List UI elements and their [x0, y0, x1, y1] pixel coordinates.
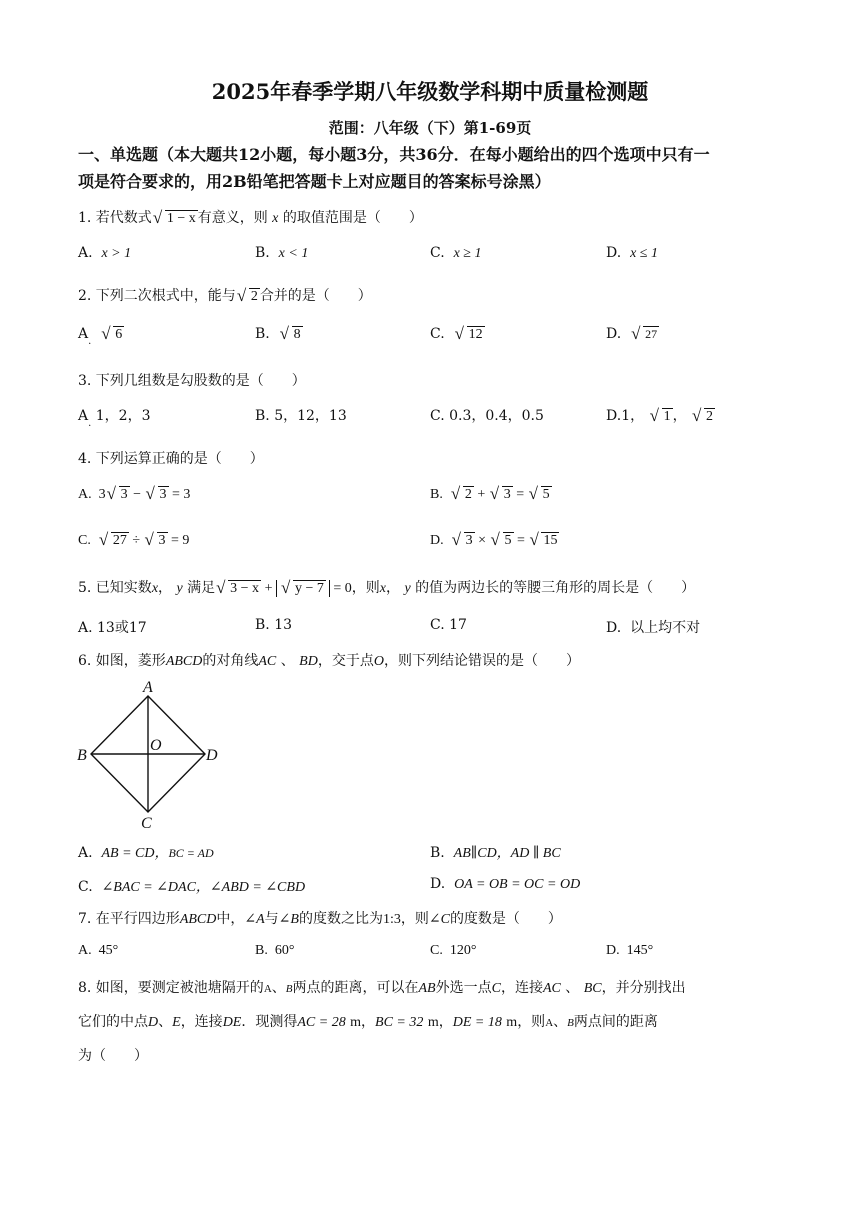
question-2-stem: 2. 下列二次根式中，能与√ 2 合并的是（ ） — [78, 285, 372, 305]
question-5-stem: 5. 已知实数x， y 满足√ 3 − x + √ y − 7 = 0，则x， y 的值为两边长的等腰三角形的周长是（ ） — [78, 577, 695, 597]
q1-option-c[interactable]: C. x ≥ 1 — [430, 245, 482, 261]
q7-option-c[interactable]: C. 120° — [430, 943, 477, 958]
q2-radical: √ 2 — [238, 289, 260, 305]
question-3-stem: 3. 下列几组数是勾股数的是（ ） — [78, 373, 306, 389]
q6-option-d[interactable]: D. OA = OB = OC = OD — [430, 876, 581, 892]
q3-option-a[interactable]: $A_.$ 1，2，3 — [78, 408, 151, 429]
q2-option-d[interactable]: D. √ 27 — [606, 326, 659, 342]
q3-option-b[interactable]: B. 5，12，13 — [255, 408, 347, 424]
q1-var: x — [272, 211, 279, 226]
section-header-line1: 一、单选题（本大题共12小题，每小题3分，共36分．在每小题给出的四个选项中只有一 — [78, 145, 710, 164]
q1-pre: 1. 若代数式 — [78, 210, 152, 226]
center-o-label: O — [150, 737, 162, 754]
q2-option-a[interactable]: $A_.$ √ 6 — [78, 326, 124, 343]
q1-post: 有意义，则 — [197, 210, 268, 226]
q5-option-d[interactable]: D. 以上均不对 — [606, 620, 701, 636]
q3-option-c[interactable]: C. 0.3，0.4，0.5 — [430, 408, 544, 424]
vertex-c-label: C — [141, 815, 152, 832]
q4-option-a[interactable]: A. 3√ 3 − √ 3 = 3 — [78, 487, 190, 503]
q5-option-a[interactable]: A. 13或17 — [78, 620, 147, 636]
q1-option-a[interactable]: A. x > 1 — [78, 245, 132, 261]
q5-option-c[interactable]: C. 17 — [430, 617, 467, 633]
question-8-line1: 8. 如图，要测定被池塘隔开的A、B两点的距离，可以在AB外选一点C，连接AC 、 BC，并分别找出 — [78, 980, 686, 996]
question-6-stem: 6. 如图，菱形ABCD的对角线AC 、 BD，交于点O，则下列结论错误的是（ ） — [78, 653, 580, 669]
q1-tail: 的取值范围是（ ） — [282, 210, 423, 226]
q6-option-c[interactable]: C. ∠BAC = ∠DAC，∠ABD = ∠CBD — [78, 879, 306, 895]
vertex-d-label: D — [206, 747, 218, 764]
q2-option-b[interactable]: B. √ 8 — [255, 326, 303, 343]
question-7-stem: 7. 在平行四边形ABCD中，∠A与∠B的度数之比为1:3，则∠C的度数是（ ） — [78, 911, 562, 927]
q6-option-b[interactable]: B. AB∥CD，AD ∥ BC — [430, 845, 561, 861]
q4-option-c[interactable]: C. √ 27 ÷ √ 3 = 9 — [78, 533, 189, 549]
exam-scope: 范围：八年级（下）第1-69页 — [328, 119, 532, 137]
page-title: 2025年春季学期八年级数学科期中质量检测题 — [211, 79, 649, 104]
question-4-stem: 4. 下列运算正确的是（ ） — [78, 451, 264, 467]
q7-option-a[interactable]: A. 45° — [78, 943, 119, 958]
q7-option-d[interactable]: D. 145° — [606, 943, 654, 958]
q5-option-b[interactable]: B. 13 — [255, 617, 293, 633]
q3-option-d[interactable]: D.1， √ 1 ， √ 2 — [606, 405, 715, 425]
section-header-line2: 项是符合要求的，用2B铅笔把答题卡上对应题目的答案标号涂黑） — [78, 172, 551, 191]
vertex-b-label: B — [77, 747, 87, 764]
vertex-a-label: A — [143, 679, 153, 696]
question-8-line2: 它们的中点D、E，连接DE．现测得AC = 28 m，BC = 32 m，DE = 18 m，则A、B两点间的距离 — [78, 1014, 658, 1030]
q4-option-d[interactable]: D. √ 3 × √ 5 = √ 15 — [430, 533, 559, 549]
q1-option-d[interactable]: D. x ≤ 1 — [606, 245, 658, 261]
question-1-stem — [78, 207, 423, 227]
q6-option-a[interactable]: A. AB = CD，BC = AD — [78, 845, 214, 861]
q7-option-b[interactable]: B. 60° — [255, 943, 295, 958]
q1-radical: √ 1 − x — [154, 211, 198, 227]
q2-option-c[interactable]: C. √ 12 — [430, 326, 485, 343]
q4-option-b[interactable]: B. √ 2 + √ 3 = √ 5 — [430, 487, 552, 503]
rhombus-figure — [74, 676, 224, 832]
question-8-line3: 为（ ） — [78, 1048, 148, 1064]
q1-option-b[interactable]: B. x < 1 — [255, 245, 309, 261]
